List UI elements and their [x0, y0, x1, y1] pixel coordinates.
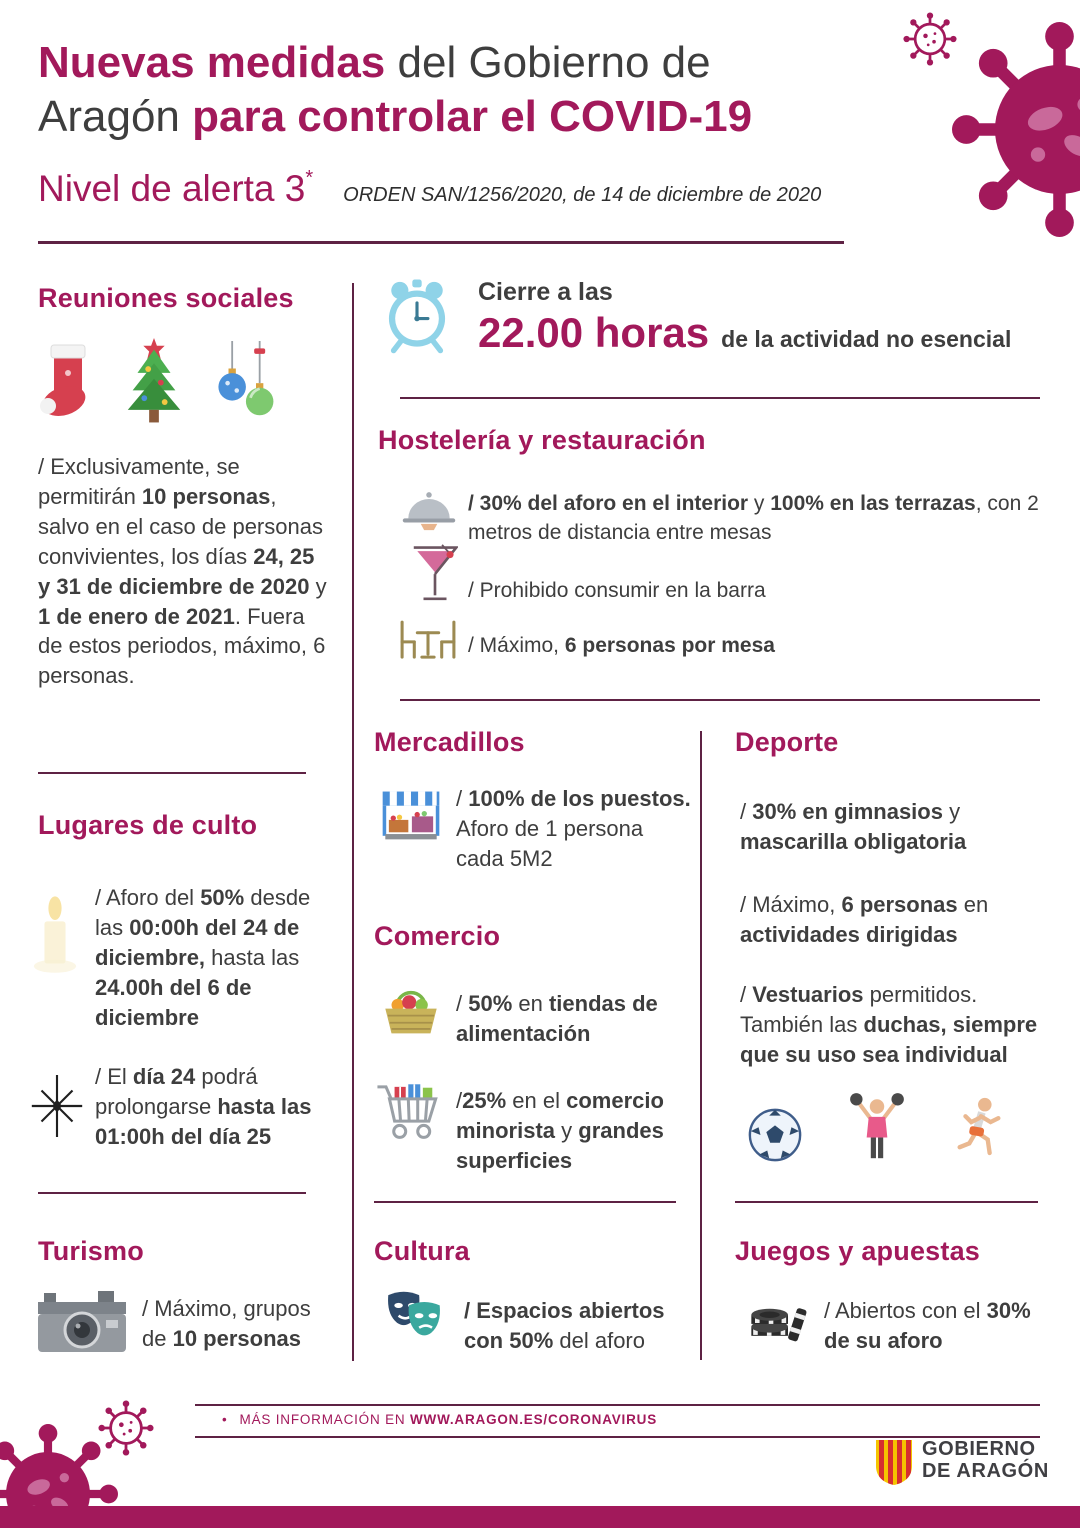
footer-info	[222, 1412, 657, 1427]
camera-icon	[36, 1288, 128, 1358]
closure-detail: de la actividad no esencial	[721, 326, 1012, 352]
bottom-accent-bar	[0, 1506, 1080, 1528]
comercio-item-1: / 50% en tiendas de alimentación	[456, 991, 658, 1046]
government-logo-text	[922, 1438, 1049, 1482]
section-title-mercadillos: Mercadillos	[374, 727, 525, 757]
theater-masks-icon	[378, 1290, 450, 1345]
cocktail-icon	[412, 544, 458, 606]
government-logo-line-1: GOBIERNO	[922, 1438, 1036, 1460]
comercio-item-2: /25% en el comercio minorista y grandes superficies	[456, 1088, 664, 1173]
divider	[400, 699, 1040, 701]
virus-outline-icon	[903, 12, 957, 66]
order-reference: ORDEN SAN/1256/2020, de 14 de diciembre de 2020	[343, 184, 822, 206]
mercadillos-item-1: / 100% de los puestos. Aforo de 1 persona cada 5M2	[456, 786, 691, 871]
aragon-shield-icon	[874, 1438, 914, 1486]
divider	[374, 1201, 676, 1203]
section-title-comercio: Comercio	[374, 921, 501, 951]
alarm-clock-icon	[378, 278, 456, 356]
alert-level-text: Nivel de alerta 3	[38, 168, 306, 209]
christmas-tree-icon	[120, 336, 188, 425]
section-title-cultura: Cultura	[374, 1236, 470, 1266]
deporte-item-2: / Máximo, 6 personas en actividades dirigidas	[740, 892, 989, 947]
section-title-hosteleria: Hostelería y restauración	[378, 425, 706, 455]
divider	[735, 1201, 1038, 1203]
divider	[400, 397, 1040, 399]
shopping-cart-icon	[374, 1080, 446, 1142]
soccer-ball-icon	[746, 1106, 804, 1164]
divider	[38, 772, 306, 774]
divider	[38, 1192, 306, 1194]
column-divider	[700, 731, 702, 1360]
culto-item-2: / El día 24 podrá prolongarse hasta las 01:00h del día 25	[95, 1064, 312, 1149]
ornaments-icon	[212, 341, 278, 425]
christmas-icons-row	[40, 336, 278, 425]
section-title-turismo: Turismo	[38, 1236, 144, 1266]
culto-item-1: / Aforo del 50% desde las 00:00h del 24 de diciembre, hasta las 24.00h del 6 de diciembre	[95, 885, 311, 1030]
juegos-item-1: / Abiertos con el 30% de su aforo	[824, 1298, 1031, 1353]
hosteleria-item-3: / Máximo, 6 personas por mesa	[468, 634, 775, 657]
poker-chips-icon	[744, 1290, 810, 1347]
hosteleria-item-1: / 30% del aforo en el interior y 100% en las terrazas, con 2 metros de distancia entre mesas	[468, 492, 1039, 544]
cultura-item-1: / Espacios abiertos con 50% del aforo	[464, 1298, 665, 1353]
reuniones-body: / Exclusivamente, se permitirán 10 personas, salvo en el caso de personas convivientes, los días 24, 25 y 31 de diciembre de 2020 y 1 de enero de 2021. Fuera de estos periodos, máximo, 6 personas.	[38, 454, 327, 689]
closure-banner	[478, 278, 1048, 357]
weightlifter-icon	[846, 1090, 908, 1164]
candle-icon	[26, 895, 84, 974]
header-divider	[38, 241, 844, 244]
hosteleria-item-2: / Prohibido consumir en la barra	[468, 579, 766, 602]
section-title-juegos: Juegos y apuestas	[735, 1236, 981, 1266]
turismo-item-1: / Máximo, grupos de 10 personas	[142, 1296, 311, 1351]
closure-row	[478, 309, 1048, 357]
title-line-2: Aragón para controlar el COVID-19	[38, 91, 753, 141]
table-chairs-icon	[396, 616, 460, 663]
alert-level	[38, 168, 313, 210]
government-logo-line-2: DE ARAGÓN	[922, 1460, 1049, 1482]
section-title-deporte: Deporte	[735, 727, 839, 757]
star-icon	[26, 1075, 88, 1137]
food-basket-icon	[380, 982, 442, 1037]
alert-asterisk: *	[305, 167, 314, 189]
cloche-icon	[400, 488, 458, 532]
section-title-culto: Lugares de culto	[38, 810, 258, 840]
closure-time: 22.00 horas	[478, 309, 710, 356]
sports-icons-row	[746, 1090, 1008, 1164]
runner-icon	[950, 1095, 1008, 1165]
deporte-item-1: / 30% en gimnasios y mascarilla obligatoria	[740, 799, 967, 854]
stocking-icon	[40, 343, 96, 425]
virus-icon	[952, 22, 1080, 237]
alert-row	[38, 168, 878, 210]
footer-info-text: MÁS INFORMACIÓN EN WWW.ARAGON.ES/CORONAVIRUS	[239, 1412, 657, 1427]
footer-bullet: •	[222, 1412, 228, 1427]
deporte-item-3: / Vestuarios permitidos. También las duchas, siempre que su uso sea individual	[740, 982, 1038, 1067]
title-line-1: Nuevas medidas del Gobierno de	[38, 38, 711, 87]
market-stall-icon	[380, 788, 442, 843]
footer-divider-top	[195, 1404, 1040, 1406]
section-title-reuniones: Reuniones sociales	[38, 283, 294, 313]
column-divider	[352, 283, 354, 1361]
page-title	[38, 36, 878, 143]
closure-intro: Cierre a las	[478, 278, 613, 306]
